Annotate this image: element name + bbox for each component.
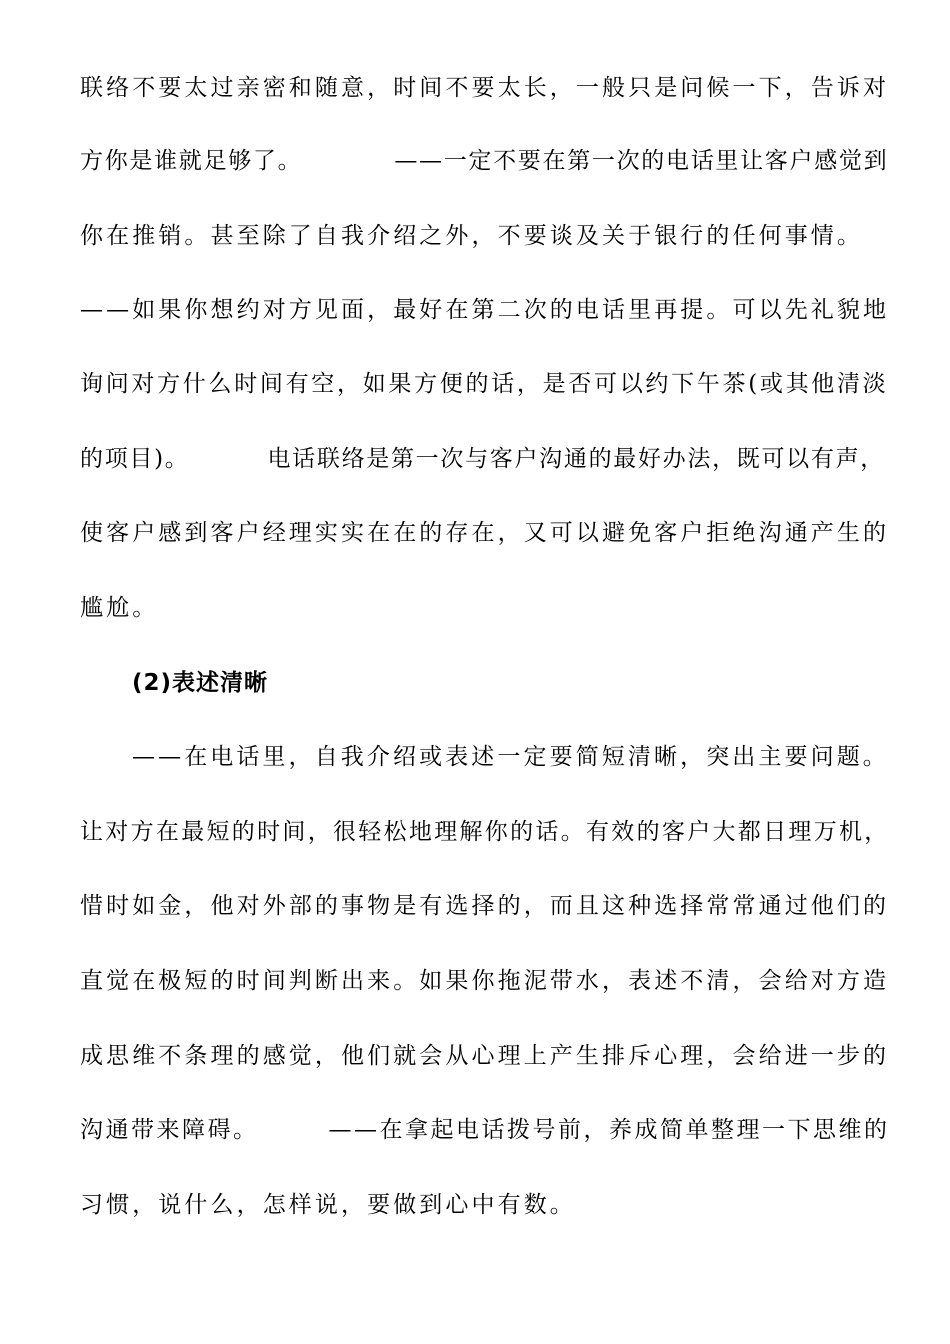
text-line — [80, 216, 890, 256]
text-line — [80, 588, 890, 628]
text-line — [80, 812, 890, 852]
text-line — [80, 1110, 890, 1150]
text-span: 直觉在极短的时间判断出来。如果你拖泥带水，表述不清，会给对方造 — [80, 968, 890, 994]
section-heading — [132, 663, 942, 703]
text-span: 方你是谁就足够了。 — [80, 148, 303, 174]
text-line — [80, 68, 890, 108]
text-span: 询问对方什么时间有空，如果方便的话，是否可以约下午茶(或其他清淡 — [80, 371, 889, 397]
text-span: 习惯，说什么，怎样说，要做到心中有数。 — [80, 1192, 576, 1218]
heading-text: (2)表述清晰 — [132, 670, 269, 696]
text-span: 联络不要太过亲密和随意，时间不要太长，一般只是问候一下，告诉对 — [80, 75, 890, 101]
text-span: 使客户感到客户经理实实在在的存在，又可以避免客户拒绝沟通产生的 — [80, 520, 890, 546]
text-span: 尴尬。 — [80, 595, 159, 621]
text-line — [132, 737, 942, 777]
text-span: 成思维不条理的感觉，他们就会从心理上产生排斥心理，会给进一步的 — [80, 1043, 890, 1069]
text-span: 让对方在最短的时间，很轻松地理解你的话。有效的客户大都日理万机， — [80, 819, 890, 845]
text-line — [80, 290, 890, 330]
text-span: ——如果你想约对方见面，最好在第二次的电话里再提。可以先礼貌地 — [80, 297, 890, 323]
text-span: 的项目)。 — [80, 446, 190, 472]
text-line — [80, 364, 890, 404]
text-line — [80, 513, 890, 553]
text-line — [80, 961, 890, 1001]
text-line — [80, 141, 890, 181]
text-line — [80, 1036, 890, 1076]
text-line — [80, 1185, 890, 1225]
text-span: 惜时如金，他对外部的事物是有选择的，而且这种选择常常通过他们的 — [80, 893, 890, 919]
text-span: ——在拿起电话拨号前，养成简单整理一下思维的 — [328, 1117, 890, 1143]
text-line — [80, 886, 890, 926]
text-span: 你在推销。甚至除了自我介绍之外，不要谈及关于银行的任何事情。 — [80, 223, 863, 249]
text-span: 沟通带来障碍。 — [80, 1117, 259, 1143]
text-line — [80, 439, 890, 479]
text-span: 电话联络是第一次与客户沟通的最好办法，既可以有声， — [267, 446, 885, 472]
text-span: ——一定不要在第一次的电话里让客户感觉到 — [394, 148, 889, 174]
text-span: ——在电话里，自我介绍或表述一定要简短清晰，突出主要问题。 — [132, 744, 889, 770]
